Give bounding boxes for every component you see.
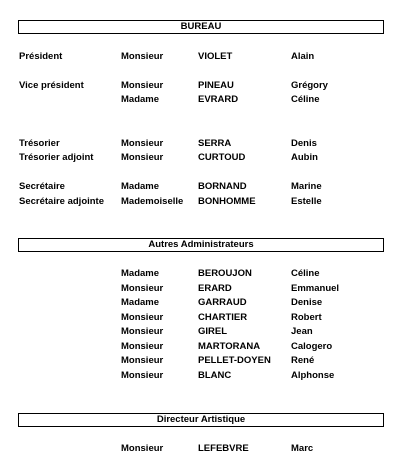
table-row xyxy=(0,50,403,64)
last-name: GIREL xyxy=(198,326,228,337)
civility: Monsieur xyxy=(121,370,164,381)
last-name: BORNAND xyxy=(198,181,247,192)
first-name: Denise xyxy=(291,297,323,308)
table-row xyxy=(0,311,403,325)
first-name: Estelle xyxy=(291,196,322,207)
first-name: Marc xyxy=(291,443,314,454)
table-row xyxy=(0,325,403,339)
first-name: Robert xyxy=(291,312,322,323)
civility: Madame xyxy=(121,94,160,105)
civility: Monsieur xyxy=(121,312,164,323)
table-row xyxy=(0,296,403,310)
first-name: Calogero xyxy=(291,341,333,352)
first-name: Alphonse xyxy=(291,370,335,381)
first-name: Marine xyxy=(291,181,322,192)
table-row xyxy=(0,195,403,209)
civility: Madame xyxy=(121,268,160,279)
last-name: ERARD xyxy=(198,283,232,294)
table-row xyxy=(0,282,403,296)
role-label: Trésorier xyxy=(19,138,60,149)
role-label: Trésorier adjoint xyxy=(19,152,94,163)
civility: Mademoiselle xyxy=(121,196,184,207)
table-row xyxy=(0,137,403,151)
section-header-directeur: Directeur Artistique xyxy=(18,413,384,427)
last-name: LEFEBVRE xyxy=(198,443,249,454)
last-name: PELLET-DOYEN xyxy=(198,355,271,366)
civility: Monsieur xyxy=(121,355,164,366)
table-row xyxy=(0,267,403,281)
last-name: PINEAU xyxy=(198,80,234,91)
table-row xyxy=(0,340,403,354)
first-name: Emmanuel xyxy=(291,283,340,294)
civility: Monsieur xyxy=(121,326,164,337)
last-name: VIOLET xyxy=(198,51,233,62)
last-name: CURTOUD xyxy=(198,152,246,163)
role-label: Vice président xyxy=(19,80,84,91)
last-name: BLANC xyxy=(198,370,232,381)
first-name: Denis xyxy=(291,138,317,149)
civility: Monsieur xyxy=(121,51,164,62)
table-row xyxy=(0,79,403,93)
civility: Monsieur xyxy=(121,443,164,454)
role-label: Secrétaire xyxy=(19,181,65,192)
first-name: Jean xyxy=(291,326,313,337)
last-name: BEROUJON xyxy=(198,268,252,279)
last-name: BONHOMME xyxy=(198,196,256,207)
last-name: SERRA xyxy=(198,138,232,149)
first-name: René xyxy=(291,355,315,366)
first-name: Alain xyxy=(291,51,315,62)
role-label: Président xyxy=(19,51,63,62)
civility: Monsieur xyxy=(121,138,164,149)
civility: Monsieur xyxy=(121,341,164,352)
civility: Madame xyxy=(121,297,160,308)
last-name: GARRAUD xyxy=(198,297,247,308)
civility: Madame xyxy=(121,181,160,192)
first-name: Céline xyxy=(291,268,320,279)
civility: Monsieur xyxy=(121,152,164,163)
role-label: Secrétaire adjointe xyxy=(19,196,105,207)
last-name: MARTORANA xyxy=(198,341,261,352)
table-row xyxy=(0,354,403,368)
table-row xyxy=(0,151,403,165)
section-header-administrateurs: Autres Administrateurs xyxy=(18,238,384,252)
last-name: CHARTIER xyxy=(198,312,248,323)
civility: Monsieur xyxy=(121,283,164,294)
table-row xyxy=(0,180,403,194)
last-name: EVRARD xyxy=(198,94,239,105)
first-name: Aubin xyxy=(291,152,318,163)
first-name: Grégory xyxy=(291,80,328,91)
civility: Monsieur xyxy=(121,80,164,91)
table-row xyxy=(0,442,403,456)
table-row xyxy=(0,93,403,107)
section-header-bureau: BUREAU xyxy=(18,20,384,34)
first-name: Céline xyxy=(291,94,320,105)
table-row xyxy=(0,369,403,383)
